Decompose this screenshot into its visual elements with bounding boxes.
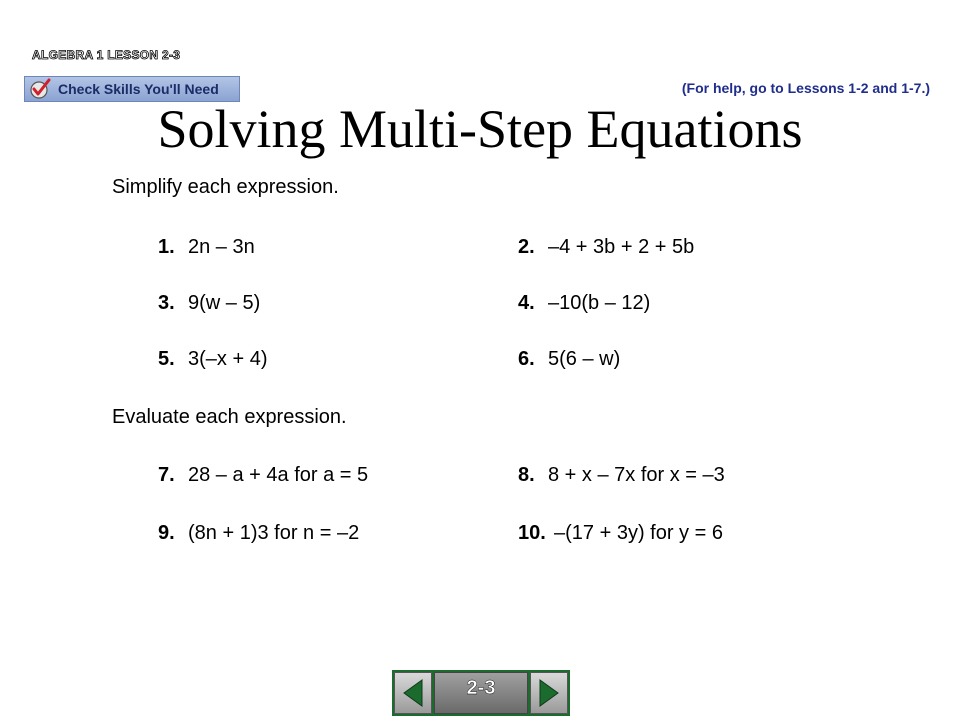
simplify-instruction: Simplify each expression. — [112, 176, 339, 198]
problem-expression: 28 – a + 4a for a = 5 — [188, 464, 369, 486]
problem-expression: 9(w – 5) — [188, 292, 261, 314]
previous-page-button[interactable] — [394, 672, 432, 714]
lesson-number-button[interactable]: 2-3 — [434, 672, 528, 714]
problem-number: 6. — [518, 348, 535, 370]
problem-number: 8. — [518, 464, 535, 486]
problem-item — [518, 292, 650, 315]
problem-item — [158, 522, 359, 545]
problem-expression: 5(6 – w) — [548, 348, 621, 370]
problem-number: 3. — [158, 292, 175, 314]
page-title: Solving Multi-Step Equations — [157, 99, 803, 159]
problem-item — [158, 292, 260, 315]
problem-number: 2. — [518, 236, 535, 258]
problem-expression: 2n – 3n — [188, 236, 255, 258]
problem-item — [518, 348, 620, 371]
problem-item — [158, 348, 267, 371]
problem-item — [518, 522, 723, 545]
problem-item — [518, 464, 725, 487]
problem-number: 7. — [158, 464, 175, 486]
triangle-left-icon — [402, 678, 424, 708]
problem-item — [158, 236, 255, 259]
problem-expression: –(17 + 3y) for y = 6 — [554, 522, 723, 544]
help-note: (For help, go to Lessons 1-2 and 1-7.) — [681, 80, 930, 96]
problem-number: 5. — [158, 348, 175, 370]
lesson-navigation — [392, 670, 570, 716]
problem-expression: 3(–x + 4) — [188, 348, 268, 370]
problem-expression: –10(b – 12) — [548, 292, 651, 314]
problem-number: 9. — [158, 522, 175, 544]
next-page-button[interactable] — [530, 672, 568, 714]
problem-expression: –4 + 3b + 2 + 5b — [548, 236, 695, 258]
evaluate-instruction: Evaluate each expression. — [112, 406, 347, 428]
problem-expression: 8 + x – 7x for x = –3 — [548, 464, 725, 486]
problem-item — [158, 464, 368, 487]
problem-item — [518, 236, 694, 259]
check-skills-label: Check Skills You'll Need — [58, 81, 219, 97]
triangle-right-icon — [538, 678, 560, 708]
problem-number: 4. — [518, 292, 535, 314]
problem-expression: (8n + 1)3 for n = –2 — [188, 522, 360, 544]
course-label: ALGEBRA 1 LESSON 2-3 — [32, 48, 181, 62]
problem-number: 1. — [158, 236, 175, 258]
problem-number: 10. — [518, 522, 546, 544]
